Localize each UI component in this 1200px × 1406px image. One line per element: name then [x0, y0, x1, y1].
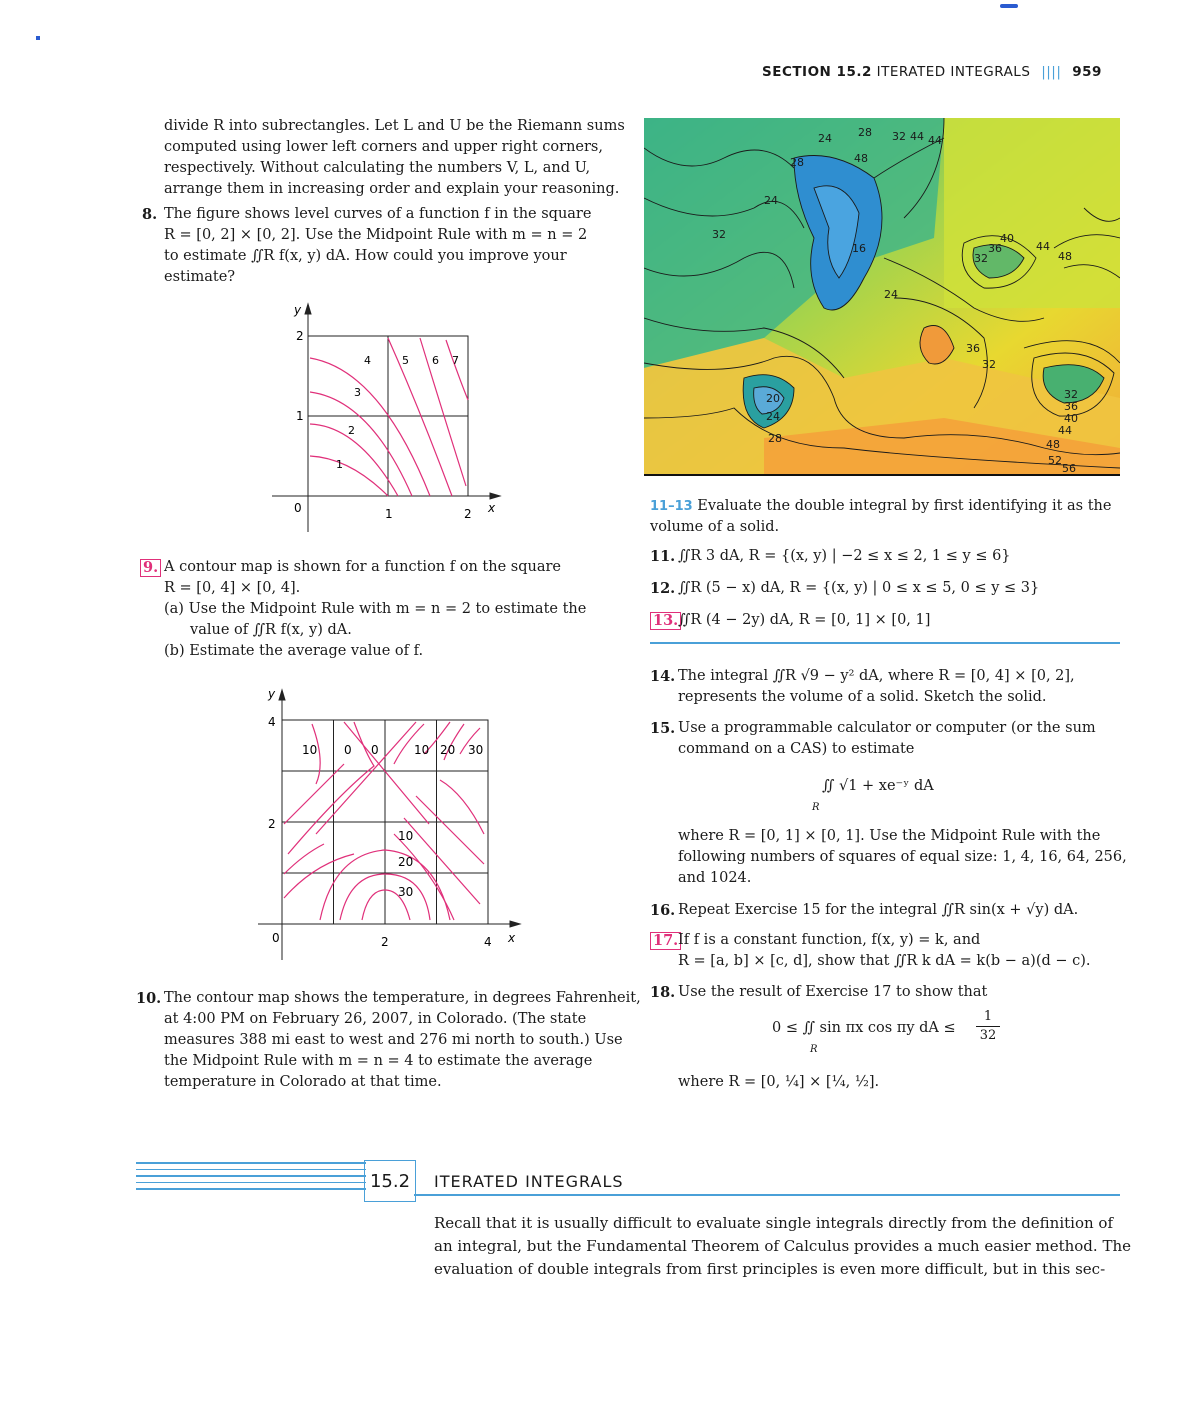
- formula: ∬ √1 + xe⁻ʸ dA: [822, 778, 934, 794]
- text-line: The integral ∬R √9 − y² dA, where R = [0, 4] × [0, 2],: [678, 668, 1075, 684]
- tick-label: 2: [464, 507, 472, 521]
- exercise-number: 18.: [650, 984, 676, 1001]
- contour-label: 10: [414, 743, 430, 757]
- part-b: (b) Estimate the average value of f.: [164, 643, 424, 659]
- text-line: divide R into subrectangles. Let L and U be the Riemann sums: [164, 118, 625, 134]
- temperature-label: 32: [982, 358, 996, 371]
- temperature-label: 40: [1000, 232, 1014, 245]
- formula-18-where: where R = [0, ¼] × [¼, ½].: [678, 1074, 880, 1090]
- page-number: 959: [1072, 64, 1102, 80]
- text-line: A contour map is shown for a function f on the square: [164, 559, 561, 575]
- text-line: and 1024.: [678, 870, 752, 886]
- curve-label: 2: [348, 424, 355, 437]
- temperature-label: 24: [884, 288, 898, 301]
- formula-15: [822, 776, 934, 797]
- contour-label: 20: [440, 743, 456, 757]
- text-line: evaluation of double integrals from first principles is even more difficult, but in this sec-: [434, 1260, 1106, 1278]
- exercise-body: ∬R (5 − x) dA, R = {(x, y) | 0 ≤ x ≤ 5, 0 ≤ y ≤ 3}: [678, 580, 1040, 596]
- text-line: Evaluate the double integral by first identifying it as the: [697, 498, 1112, 514]
- text-line: computed using lower left corners and upper right corners,: [164, 139, 603, 155]
- exercise-number: 13.: [650, 612, 681, 630]
- text-line: The contour map shows the temperature, in degrees Fahrenheit,: [164, 990, 641, 1006]
- text-line: where R = [0, 1] × [0, 1]. Use the Midpoint Rule with the: [678, 828, 1101, 844]
- text-line: If f is a constant function, f(x, y) = k, and: [678, 932, 981, 948]
- text-line: estimate?: [164, 269, 236, 285]
- temperature-label: 48: [854, 152, 868, 165]
- header-separator: ||||: [1041, 64, 1062, 80]
- temperature-label: 28: [858, 126, 872, 139]
- section-body: [434, 1212, 1131, 1281]
- text-line: measures 388 mi east to west and 276 mi north to south.) Use: [164, 1032, 623, 1048]
- figure-8-level-curves: [270, 300, 510, 540]
- temperature-label: 48: [1058, 250, 1072, 263]
- running-header: [762, 64, 1102, 80]
- temperature-label: 52: [1048, 454, 1062, 467]
- temperature-label: 32: [892, 130, 906, 143]
- section-number-box: [364, 1160, 416, 1202]
- temperature-label: 28: [768, 432, 782, 445]
- contour-label: 30: [398, 885, 414, 899]
- temperature-label: 44: [1058, 424, 1072, 437]
- exercise-body: ∬R (4 − 2y) dA, R = [0, 1] × [0, 1]: [678, 612, 931, 628]
- formula-subscript: R: [812, 802, 820, 813]
- exercise-body: Use the result of Exercise 17 to show that: [678, 984, 988, 1000]
- temperature-label: 20: [766, 392, 780, 405]
- divider-rule: [650, 642, 1120, 644]
- exercise-number: 15.: [650, 720, 676, 737]
- section-heading-rules: [136, 1162, 366, 1190]
- temperature-label: 32: [1064, 388, 1078, 401]
- text-line: value of ∬R f(x, y) dA.: [190, 622, 352, 638]
- text-line: volume of a solid.: [650, 519, 780, 535]
- exercise-number: 16.: [650, 902, 676, 919]
- exercise-number: 17.: [650, 932, 681, 950]
- fraction-denominator: 32: [979, 1028, 997, 1043]
- curve-label: 7: [452, 354, 459, 367]
- text-line: R = [a, b] × [c, d], show that ∬R k dA = k(b − a)(d − c).: [678, 953, 1091, 969]
- exercise-number: 12.: [650, 580, 676, 597]
- axis-label: x: [508, 931, 516, 945]
- text-line: an integral, but the Fundamental Theorem of Calculus provides a much easier method. The: [434, 1237, 1131, 1255]
- tick-label: 2: [296, 329, 304, 343]
- fraction: [976, 1008, 1000, 1045]
- text-line: R = [0, 4] × [0, 4].: [164, 580, 301, 596]
- contour-label: 20: [398, 855, 414, 869]
- section-title: ITERATED INTEGRALS: [434, 1172, 624, 1191]
- temperature-label: 36: [1064, 400, 1078, 413]
- axis-label: y: [294, 303, 302, 317]
- figure-9-contour-map: [254, 684, 534, 964]
- exercise-number: 14.: [650, 668, 676, 685]
- curve-label: 1: [336, 458, 343, 471]
- formula-18: [772, 1018, 956, 1039]
- part-a: (a) Use the Midpoint Rule with m = n = 2 to estimate the: [164, 601, 587, 617]
- temperature-label: 44: [910, 130, 924, 143]
- contour-label: 30: [468, 743, 484, 757]
- temperature-label: 48: [1046, 438, 1060, 451]
- tick-label: 1: [385, 507, 393, 521]
- contour-label: 10: [302, 743, 318, 757]
- exercise-body: Repeat Exercise 15 for the integral ∬R sin(x + √y) dA.: [678, 902, 1079, 918]
- text-line: respectively. Without calculating the numbers V, L, and U,: [164, 160, 591, 176]
- temperature-label: 28: [790, 156, 804, 169]
- text-line: arrange them in increasing order and explain your reasoning.: [164, 181, 620, 197]
- temperature-label: 44: [1036, 240, 1050, 253]
- section-label: SECTION 15.2: [762, 64, 872, 80]
- curve-label: 5: [402, 354, 409, 367]
- tick-label: 2: [268, 817, 276, 831]
- formula-subscript: R: [810, 1044, 818, 1055]
- exercise-number: 9.: [140, 559, 161, 577]
- text-line: to estimate ∬R f(x, y) dA. How could you improve your: [164, 248, 567, 264]
- temperature-label: 40: [1064, 412, 1078, 425]
- fraction-numerator: 1: [976, 1008, 1000, 1027]
- tick-label: 4: [268, 715, 276, 729]
- colorado-temperature-map: [644, 118, 1120, 476]
- temperature-label: 36: [988, 242, 1002, 255]
- range-label: 11–13: [650, 499, 693, 514]
- text-line: following numbers of squares of equal size: 1, 4, 16, 64, 256,: [678, 849, 1127, 865]
- tick-label: 2: [381, 935, 389, 949]
- curve-label: 6: [432, 354, 439, 367]
- text-line: The figure shows level curves of a function f in the square: [164, 206, 592, 222]
- text-line: Use a programmable calculator or computer (or the sum: [678, 720, 1096, 736]
- formula: 0 ≤ ∬ sin πx cos πy dA ≤: [772, 1020, 956, 1036]
- section-number: 15.2: [369, 1170, 411, 1192]
- section-underline: [414, 1194, 1120, 1196]
- exercise-body: ∬R 3 dA, R = {(x, y) | −2 ≤ x ≤ 2, 1 ≤ y ≤ 6}: [678, 548, 1011, 564]
- tick-label: 0: [272, 931, 280, 945]
- exercise-number: 10.: [136, 990, 162, 1007]
- curve-label: 4: [364, 354, 371, 367]
- contour-label: 0: [371, 743, 379, 757]
- section-title: ITERATED INTEGRALS: [876, 64, 1031, 80]
- tick-label: 1: [296, 409, 304, 423]
- text-line: represents the volume of a solid. Sketch the solid.: [678, 689, 1047, 705]
- text-line: command on a CAS) to estimate: [678, 741, 915, 757]
- axis-label: y: [268, 687, 276, 701]
- temperature-label: 24: [766, 410, 780, 423]
- temperature-label: 32: [712, 228, 726, 241]
- temperature-label: 24: [764, 194, 778, 207]
- temperature-label: 56: [1062, 462, 1076, 475]
- temperature-label: 16: [852, 242, 866, 255]
- exercise-number: 11.: [650, 548, 676, 565]
- text-line: temperature in Colorado at that time.: [164, 1074, 442, 1090]
- exercise-number: 8.: [142, 206, 158, 223]
- text-line: at 4:00 PM on February 26, 2007, in Colorado. (The state: [164, 1011, 587, 1027]
- scan-mark: [36, 36, 40, 40]
- exercise-15-continued: [678, 826, 1127, 889]
- scan-mark: [1000, 4, 1018, 8]
- tick-label: 4: [484, 935, 492, 949]
- axis-label: x: [488, 501, 496, 515]
- text-line: the Midpoint Rule with m = n = 4 to estimate the average: [164, 1053, 593, 1069]
- curve-label: 3: [354, 386, 361, 399]
- temperature-label: 32: [974, 252, 988, 265]
- temperature-label: 24: [818, 132, 832, 145]
- temperature-label: 36: [966, 342, 980, 355]
- contour-label: 10: [398, 829, 414, 843]
- text-line: R = [0, 2] × [0, 2]. Use the Midpoint Rule with m = n = 2: [164, 227, 588, 243]
- exercises-11-13-header: [650, 496, 1111, 538]
- temperature-label: 44: [928, 134, 942, 147]
- text-line: Recall that it is usually difficult to evaluate single integrals directly from the definition of: [434, 1214, 1114, 1232]
- contour-label: 0: [344, 743, 352, 757]
- intro-text: [164, 116, 625, 200]
- tick-label: 0: [294, 501, 302, 515]
